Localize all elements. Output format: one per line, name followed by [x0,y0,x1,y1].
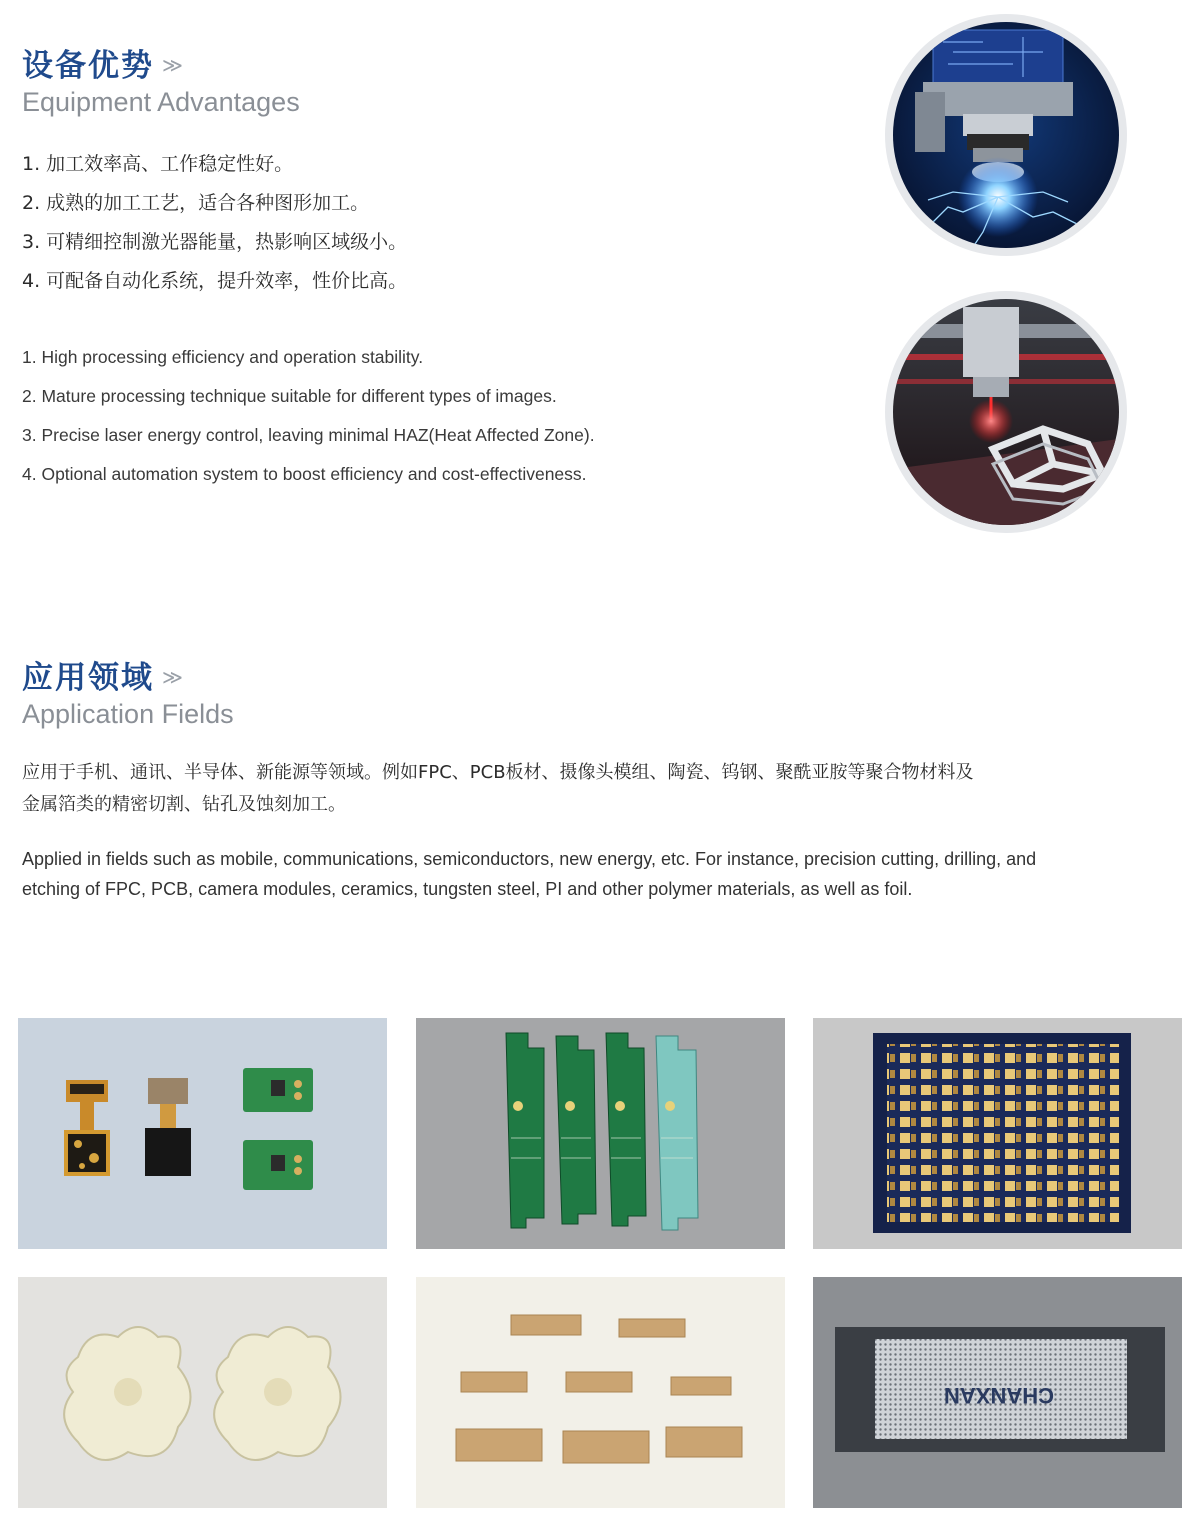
advantages-list-cn [22,152,407,308]
ceramic-shapes-photo [18,1277,387,1508]
laser-cutting-photo [885,291,1127,533]
advantages-heading [22,40,300,118]
applications-text-en-line: Applied in fields such as mobile, communications, semiconductors, new energy, etc. For instance, precision cutting, drilling, and [22,849,1037,869]
list-item: 4. 可配备自动化系统，提升效率，性价比高。 [22,270,408,292]
led-panel-photo [813,1018,1182,1249]
applications-text-cn-line: 应用于手机、通讯、半导体、新能源等领域。例如FPC、PCB板材、摄像头模组、陶瓷、钨钢、聚酰亚胺等聚合物材料及 [22,762,974,783]
applications-text-en [22,844,1132,904]
list-item: 2. Mature processing technique suitable for different types of images. [22,386,557,406]
list-item: 1. 加工效率高、工作稳定性好。 [22,153,294,175]
double-chevron-icon: ≫ [162,665,183,689]
advantages-title-cn: 设备优势 [22,48,154,84]
applications-heading [22,652,234,730]
applications-title-cn: 应用领域 [22,660,154,696]
list-item: 3. Precise laser energy control, leaving minimal HAZ(Heat Affected Zone). [22,425,595,445]
list-item: 2. 成熟的加工工艺，适合各种图形加工。 [22,192,370,214]
advantages-list-en [22,346,595,502]
mesh-strips-photo [416,1277,785,1508]
advantages-title-en: Equipment Advantages [22,87,300,117]
list-item: 3. 可精细控制激光器能量，热影响区域级小。 [22,231,408,253]
etched-foil-photo [813,1277,1182,1508]
camera-module-photo [18,1018,387,1249]
foil-logo-text: CHANXAN [944,1383,1054,1408]
applications-text-cn-line: 金属箔类的精密切割、钻孔及蚀刻加工。 [22,794,346,815]
applications-text-cn [22,757,1122,821]
list-item: 1. High processing efficiency and operation stability. [22,347,424,367]
applications-text-en-line: etching of FPC, PCB, camera modules, ceramics, tungsten steel, PI and other polymer materials, as well as foil. [22,879,913,899]
pcb-strips-photo [416,1018,785,1249]
double-chevron-icon: ≫ [162,53,183,77]
list-item: 4. Optional automation system to boost efficiency and cost-effectiveness. [22,464,587,484]
applications-title-en: Application Fields [22,699,234,729]
laser-head-photo [885,14,1127,256]
